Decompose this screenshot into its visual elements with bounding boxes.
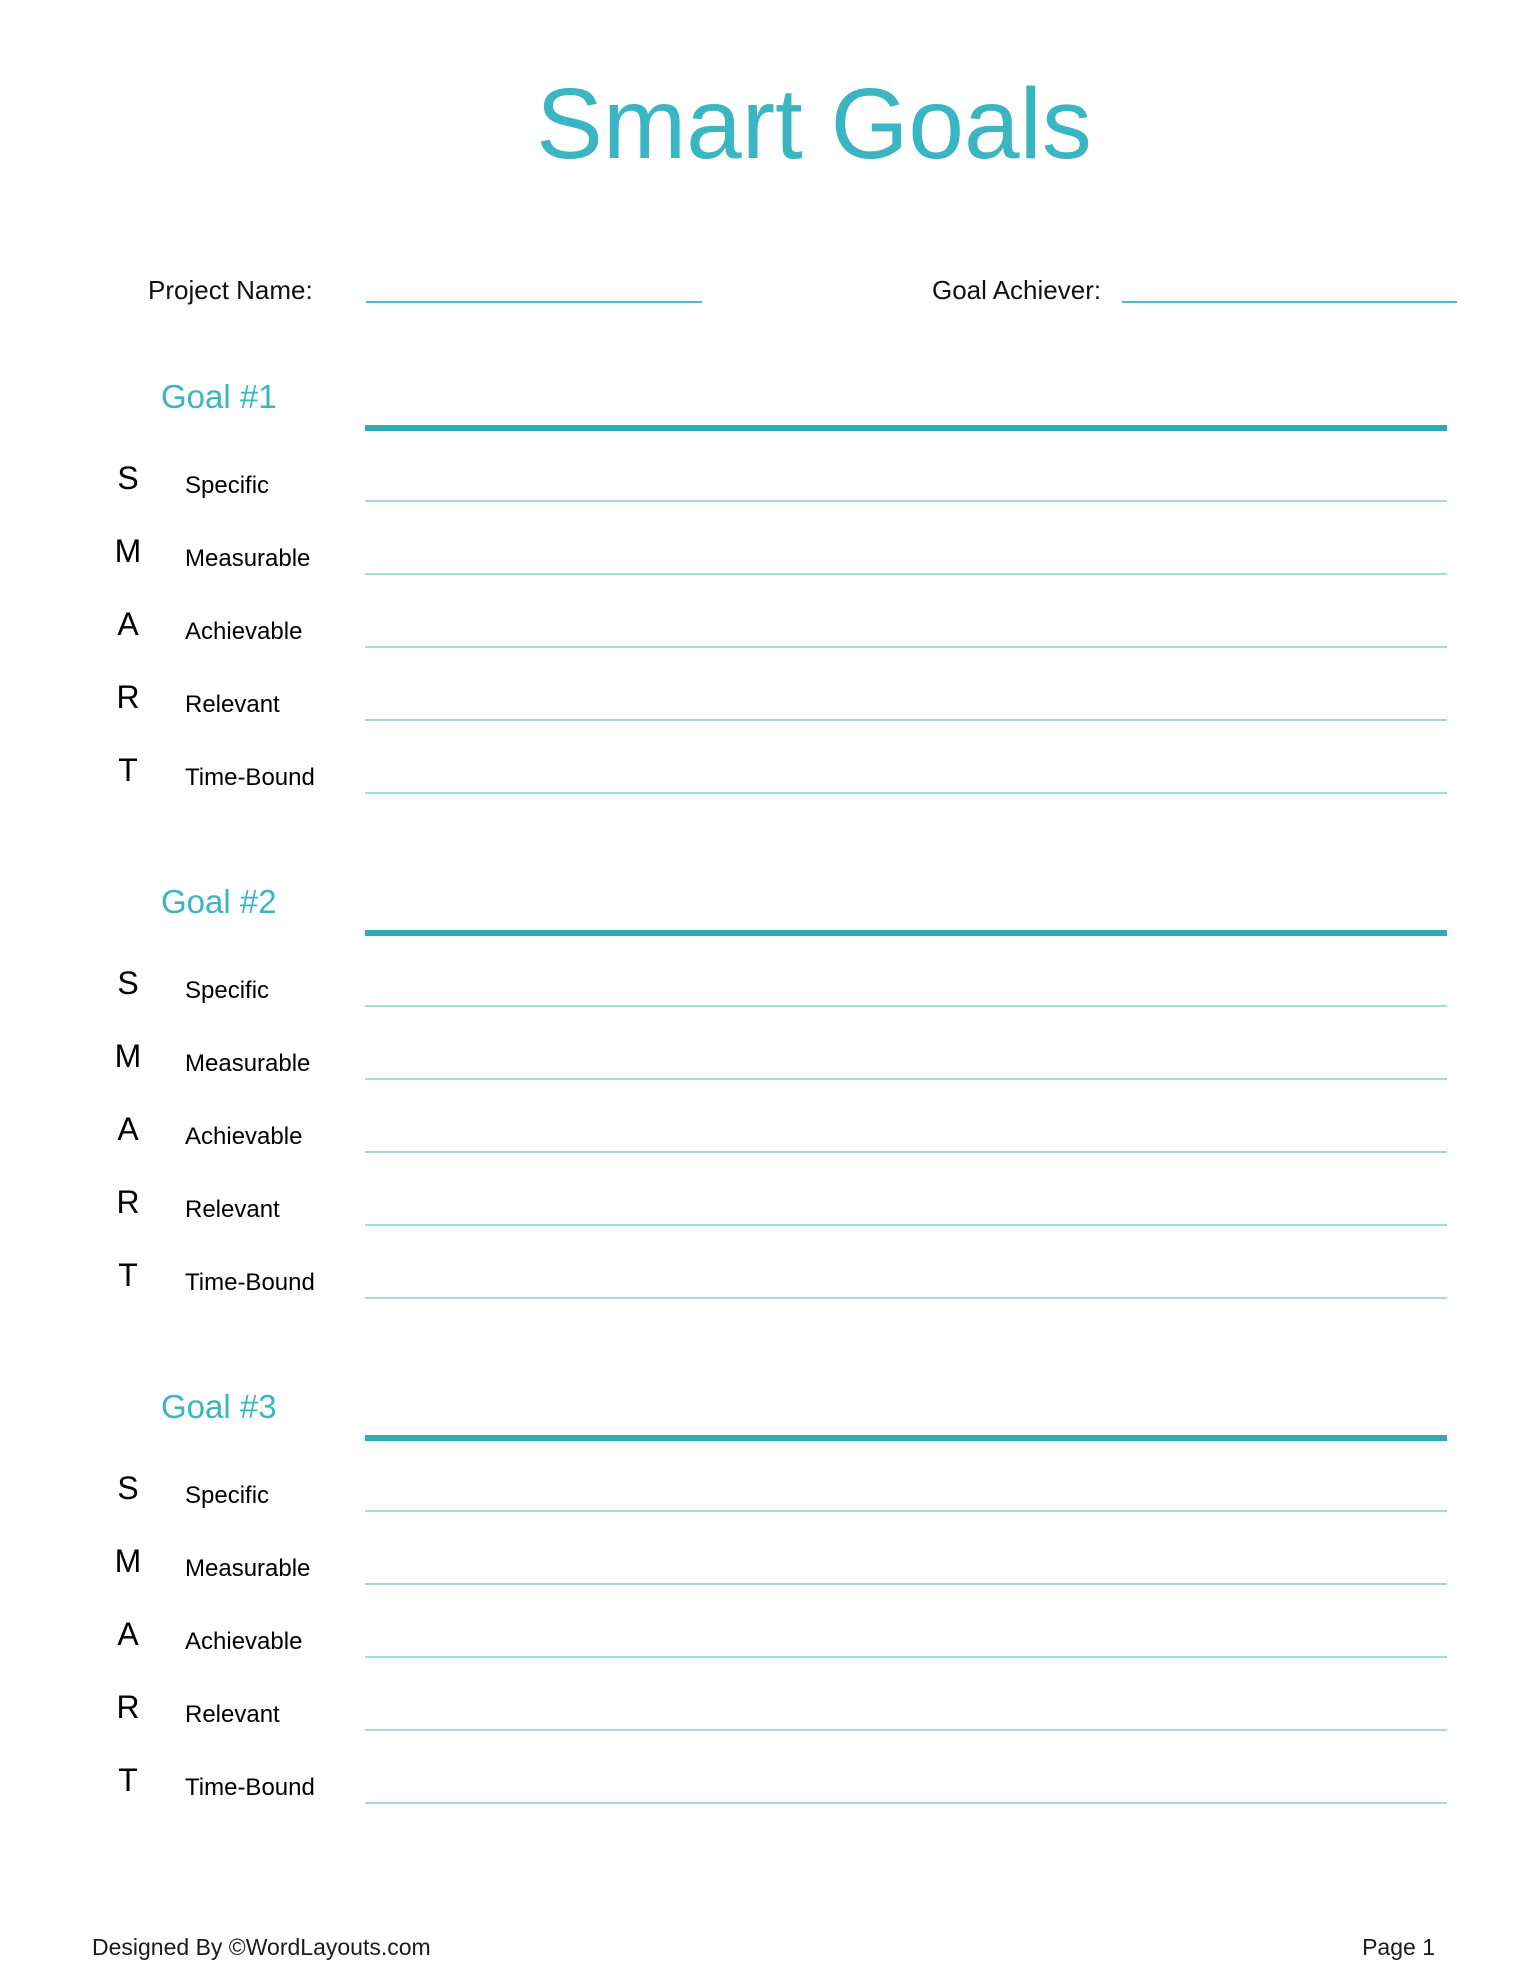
- smart-row-achievable: [0, 608, 1536, 654]
- goal-section-1: [0, 370, 1536, 830]
- smart-row-timebound: [0, 1259, 1536, 1305]
- smart-row-measurable: [0, 1545, 1536, 1591]
- smart-letter: R: [116, 1184, 140, 1220]
- smart-label: Achievable: [185, 1123, 303, 1150]
- smart-row-specific: [0, 462, 1536, 508]
- smart-label: Achievable: [185, 618, 303, 645]
- smart-label: Measurable: [185, 1555, 311, 1582]
- smart-letter: R: [116, 1689, 140, 1725]
- smart-row-relevant: [0, 1691, 1536, 1737]
- smart-label: Relevant: [185, 691, 280, 718]
- smart-letter: S: [117, 1470, 139, 1506]
- smart-label: Time-Bound: [185, 1269, 315, 1296]
- smart-row-specific: [0, 1472, 1536, 1518]
- smart-letter: S: [117, 965, 139, 1001]
- smart-label: Specific: [185, 1482, 270, 1509]
- achievable-field[interactable]: [365, 1151, 1447, 1153]
- project-name-field[interactable]: [366, 301, 702, 303]
- smart-letter: A: [117, 1111, 139, 1147]
- specific-field[interactable]: [365, 1005, 1447, 1007]
- smart-label: Specific: [185, 977, 270, 1004]
- smart-row-achievable: [0, 1113, 1536, 1159]
- smart-letter: T: [118, 1762, 138, 1798]
- goal-statement-field[interactable]: [365, 1435, 1447, 1441]
- smart-letter: T: [118, 1257, 138, 1293]
- page-title: Smart Goals: [536, 68, 1092, 180]
- smart-label: Relevant: [185, 1701, 280, 1728]
- designer-credit: Designed By ©WordLayouts.com: [92, 1934, 431, 1960]
- relevant-field[interactable]: [365, 719, 1447, 721]
- smart-label: Measurable: [185, 1050, 311, 1077]
- goal-heading: Goal #3: [161, 1388, 277, 1425]
- goal-section-2: [0, 875, 1536, 1335]
- measurable-field[interactable]: [365, 1078, 1447, 1080]
- smart-row-measurable: [0, 1040, 1536, 1086]
- smart-letter: R: [116, 679, 140, 715]
- smart-row-timebound: [0, 1764, 1536, 1810]
- smart-label: Relevant: [185, 1196, 280, 1223]
- smart-label: Time-Bound: [185, 764, 315, 791]
- achievable-field[interactable]: [365, 646, 1447, 648]
- timebound-field[interactable]: [365, 1802, 1447, 1804]
- relevant-field[interactable]: [365, 1729, 1447, 1731]
- smart-row-timebound: [0, 754, 1536, 800]
- timebound-field[interactable]: [365, 1297, 1447, 1299]
- smart-label: Specific: [185, 472, 270, 499]
- smart-letter: S: [117, 460, 139, 496]
- goal-achiever-label: Goal Achiever:: [932, 275, 1102, 305]
- smart-row-measurable: [0, 535, 1536, 581]
- goal-statement-field[interactable]: [365, 425, 1447, 431]
- goal-section-3: [0, 1380, 1536, 1840]
- measurable-field[interactable]: [365, 573, 1447, 575]
- goal-statement-field[interactable]: [365, 930, 1447, 936]
- achievable-field[interactable]: [365, 1656, 1447, 1658]
- smart-row-relevant: [0, 681, 1536, 727]
- smart-row-specific: [0, 967, 1536, 1013]
- smart-letter: M: [114, 1543, 142, 1579]
- goal-heading: Goal #2: [161, 883, 277, 920]
- goal-achiever-field[interactable]: [1122, 301, 1457, 303]
- relevant-field[interactable]: [365, 1224, 1447, 1226]
- smart-label: Time-Bound: [185, 1774, 315, 1801]
- project-name-label: Project Name:: [148, 275, 313, 305]
- smart-row-relevant: [0, 1186, 1536, 1232]
- smart-label: Achievable: [185, 1628, 303, 1655]
- specific-field[interactable]: [365, 500, 1447, 502]
- timebound-field[interactable]: [365, 792, 1447, 794]
- smart-letter: A: [117, 606, 139, 642]
- page-number: Page 1: [1362, 1934, 1435, 1960]
- goal-heading: Goal #1: [161, 378, 277, 415]
- smart-letter: M: [114, 533, 142, 569]
- smart-letter: T: [118, 752, 138, 788]
- smart-row-achievable: [0, 1618, 1536, 1664]
- specific-field[interactable]: [365, 1510, 1447, 1512]
- measurable-field[interactable]: [365, 1583, 1447, 1585]
- smart-letter: M: [114, 1038, 142, 1074]
- smart-label: Measurable: [185, 545, 311, 572]
- smart-letter: A: [117, 1616, 139, 1652]
